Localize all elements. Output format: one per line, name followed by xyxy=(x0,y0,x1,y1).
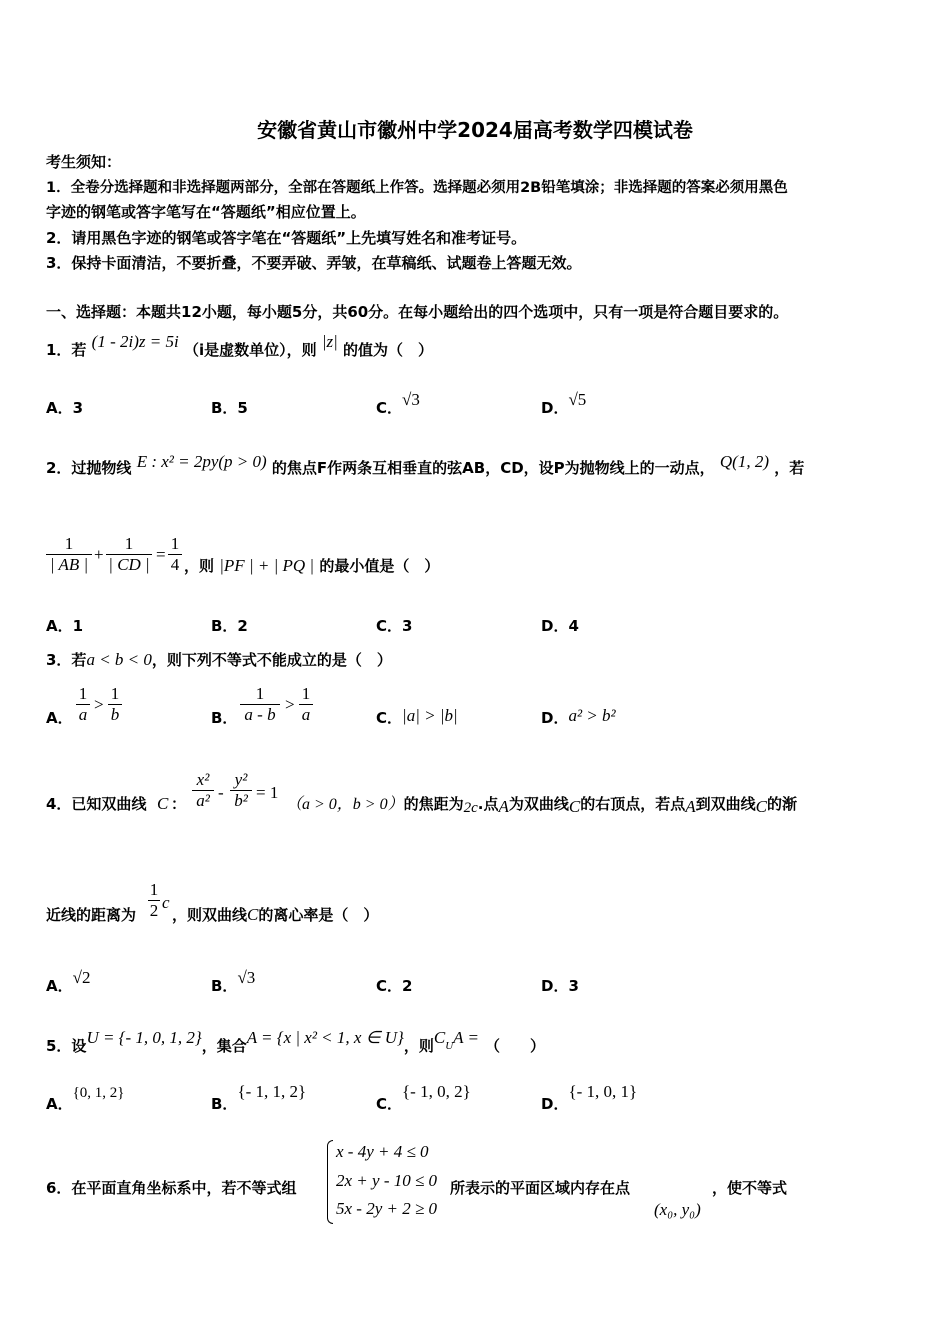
q4-focal-length: 2c xyxy=(463,800,478,816)
q5-option-a xyxy=(46,1085,125,1115)
q5-option-d xyxy=(541,1082,638,1114)
q3-option-b-gt: > xyxy=(285,695,295,714)
q4-line-2-prefix: 近线的距离为 xyxy=(46,906,137,924)
q4-text-3: 为双曲线 xyxy=(508,795,569,813)
q5-option-d-value: {- 1, 0, 1} xyxy=(568,1082,638,1101)
q2-parabola: E : x² = 2py(p > 0) xyxy=(136,452,267,471)
q5-mid-1: ，集合 xyxy=(201,1037,247,1055)
q5-option-c xyxy=(376,1082,471,1114)
q3-option-b-frac-2 xyxy=(299,684,313,725)
q4-frac-y xyxy=(230,770,252,811)
q1-option-c-value: √3 xyxy=(402,390,420,409)
q1-option-b: B．5 xyxy=(211,399,248,417)
q4-condition: （a > 0，b > 0） xyxy=(286,796,404,813)
q4-frac-x xyxy=(192,770,214,811)
section-heading: 一、选择题：本题共12小题，每小题5分，共60分。在每小题给出的四个选项中，只有一项是符合题目要求的。 xyxy=(46,303,789,321)
q3-option-a-frac-1 xyxy=(76,684,90,725)
q3-option-d xyxy=(541,708,616,728)
q2-question-line xyxy=(184,556,439,576)
q1-prefix: 1．若 xyxy=(46,341,87,359)
q3-prefix: 3．若 xyxy=(46,651,87,669)
question-5 xyxy=(46,1028,545,1058)
q5-complement-rest: A = xyxy=(453,1028,479,1047)
q2-text-1: 的焦点F作两条互相垂直的弦AB，CD，设P为抛物线上的一动点， xyxy=(271,459,715,477)
q2-prefix: 2．过抛物线 xyxy=(46,459,132,477)
q5-option-a-label: A． xyxy=(46,1095,73,1113)
q5-set-a: A = {x | x² < 1, x ∈ U} xyxy=(246,1028,404,1047)
q4-line-1 xyxy=(286,794,797,815)
q4-text-2: .点 xyxy=(477,795,499,813)
q3-option-a-frac-2-num: 1 xyxy=(110,684,120,703)
q4-a-1: A xyxy=(498,797,509,816)
q3-condition: a < b < 0 xyxy=(86,650,152,669)
q6-prefix: 6．在平面直角坐标系中，若不等式组 xyxy=(46,1179,297,1197)
q1-suffix: 的值为（ ） xyxy=(343,341,434,359)
q1-modulus: |z| xyxy=(321,332,338,351)
q6-inequality-1-text: x - 4y + 4 ≤ 0 xyxy=(336,1142,429,1161)
q4-option-b xyxy=(211,968,256,996)
q4-half-num: 1 xyxy=(149,880,159,899)
q4-half xyxy=(148,880,160,921)
q5-option-c-value: {- 1, 0, 2} xyxy=(402,1082,471,1101)
q3-option-a-frac-1-den: a xyxy=(78,705,88,724)
q6-point: (x₀, y₀) xyxy=(654,1200,701,1219)
q3-option-b-frac-1-num: 1 xyxy=(255,684,265,703)
q4-line-2-rest xyxy=(172,905,378,925)
q2-point-q: Q(1, 2) xyxy=(719,452,770,471)
q5-universal-set: U = {- 1, 0, 1, 2} xyxy=(86,1028,202,1047)
q4-equals-one: = 1 xyxy=(256,783,279,802)
question-2 xyxy=(46,452,805,478)
q2-expression: |PF | + | PQ | xyxy=(219,556,315,575)
question-3 xyxy=(46,650,392,670)
q4-option-a-value: √2 xyxy=(72,968,91,987)
q4-c-4: C xyxy=(247,905,259,924)
q3-option-c xyxy=(376,708,458,728)
q4-half-c: c xyxy=(162,893,170,912)
q1-option-c xyxy=(376,390,420,418)
notice-heading: 考生须知： xyxy=(46,153,122,171)
q4-option-b-label: B． xyxy=(211,977,238,995)
q5-option-b xyxy=(211,1082,307,1114)
q2-plus: + xyxy=(94,545,104,564)
q4-a-2: A xyxy=(685,797,696,816)
q1-option-d xyxy=(541,390,587,418)
q5-mid-2: ，则 xyxy=(403,1037,434,1055)
q2-fraction-cd-denominator: | CD | xyxy=(108,555,150,574)
q3-option-c-value: |a| > |b| xyxy=(402,706,458,725)
q3-option-a-label: A． xyxy=(46,709,73,727)
q2-option-d: D．4 xyxy=(541,617,579,635)
q1-option-c-label: C． xyxy=(376,399,403,417)
q2-fraction-ab xyxy=(46,534,92,575)
q6-inequality-3-text: 5x - 2y + 2 ≥ 0 xyxy=(336,1199,438,1218)
q2-option-c: C．3 xyxy=(376,617,413,635)
q4-line-2-mid: ，则双曲线 xyxy=(172,906,248,924)
q6-inequality-2 xyxy=(336,1171,437,1191)
q5-option-d-label: D． xyxy=(541,1095,569,1113)
q2-option-a: A．1 xyxy=(46,617,84,635)
q3-option-b-frac-2-num: 1 xyxy=(301,684,311,703)
q3-option-a-frac-1-num: 1 xyxy=(78,684,88,703)
q6-inequality-1 xyxy=(336,1142,429,1162)
q4-c-1: C xyxy=(157,794,169,813)
q2-fraction-quarter-denominator: 4 xyxy=(170,555,180,574)
q4-minus: - xyxy=(218,783,224,802)
q5-suffix: （ ） xyxy=(484,1037,545,1055)
q5-option-b-value: {- 1, 1, 2} xyxy=(237,1082,307,1101)
question-1 xyxy=(46,332,434,360)
q4-c-2: C xyxy=(568,797,581,816)
q2-fraction-ab-numerator: 1 xyxy=(64,534,74,553)
q4-colon: ： xyxy=(171,795,187,813)
q4-c-3: C xyxy=(755,797,768,816)
notice-item-1-line-1: 1．全卷分选择题和非选择题两部分，全部在答题纸上作答。选择题必须用2B铅笔填涂；非选择题的答案必须用黑色 xyxy=(46,180,788,196)
q1-option-a: A．3 xyxy=(46,399,84,417)
q5-option-b-label: B． xyxy=(211,1095,238,1113)
q4-text-1: 的焦距为 xyxy=(403,795,464,813)
q4-line-2-suffix: 的离心率是（ ） xyxy=(258,906,379,924)
q1-option-d-value: √5 xyxy=(568,390,587,409)
q3-option-c-label: C． xyxy=(376,709,403,727)
q2-fraction-quarter-numerator: 1 xyxy=(170,534,180,553)
q3-option-b-frac-2-den: a xyxy=(301,705,311,724)
q5-option-c-label: C． xyxy=(376,1095,403,1113)
q2-text-3: ，则 xyxy=(184,557,215,575)
q1-middle: （i是虚数单位），则 xyxy=(183,341,317,359)
q4-option-a xyxy=(46,968,91,996)
notice-item-1-line-2: 字迹的钢笔或答字笔写在“答题纸”相应位置上。 xyxy=(46,203,366,221)
q6-system-brace xyxy=(327,1140,333,1224)
q4-frac-x-num: x² xyxy=(196,770,210,789)
q3-option-b-frac-1-den: a - b xyxy=(244,705,276,724)
q4-option-a-label: A． xyxy=(46,977,73,995)
q5-option-a-value: {0, 1, 2} xyxy=(72,1085,125,1101)
q4-frac-y-num: y² xyxy=(234,770,248,789)
exam-title: 安徽省黄山市徽州中学2024届高考数学四模试卷 xyxy=(257,118,693,142)
q3-suffix: ，则下列不等式不能成立的是（ ） xyxy=(151,651,392,669)
q4-frac-x-den: a² xyxy=(196,791,210,810)
q4-text-5: 到双曲线 xyxy=(695,795,756,813)
q4-option-b-value: √3 xyxy=(237,968,256,987)
q6-suffix: ，使不等式 xyxy=(712,1179,788,1197)
q3-option-a-frac-2 xyxy=(108,684,122,725)
q2-fraction-cd-numerator: 1 xyxy=(124,534,134,553)
q3-option-d-value: a² > b² xyxy=(568,706,616,725)
q3-option-a-frac-2-den: b xyxy=(110,705,120,724)
q3-option-a-gt: > xyxy=(94,695,104,714)
notice-item-3: 3．保持卡面清洁，不要折叠，不要弄破、弄皱，在草稿纸、试题卷上答题无效。 xyxy=(46,254,582,272)
q4-half-den: 2 xyxy=(149,901,159,920)
q4-prefix: 4．已知双曲线 xyxy=(46,795,147,813)
q2-fraction-cd xyxy=(106,534,152,575)
q1-option-d-label: D． xyxy=(541,399,569,417)
q5-complement: C xyxy=(433,1028,446,1047)
q1-equation: (1 - 2i)z = 5i xyxy=(91,332,179,351)
q2-fraction-ab-denominator: | AB | xyxy=(49,555,89,574)
q2-option-b: B．2 xyxy=(211,617,248,635)
q2-text-4: 的最小值是（ ） xyxy=(319,557,440,575)
q3-option-b-frac-1 xyxy=(240,684,280,725)
q2-equals: = xyxy=(156,545,166,564)
q6-inequality-2-text: 2x + y - 10 ≤ 0 xyxy=(336,1171,438,1190)
q4-text-6: 的渐 xyxy=(767,795,798,813)
q4-text-4: 的右顶点，若点 xyxy=(580,795,686,813)
q4-frac-y-den: b² xyxy=(234,791,248,810)
q6-inequality-3 xyxy=(336,1199,437,1219)
q2-fraction-quarter xyxy=(168,534,182,575)
q4-option-c: C．2 xyxy=(376,977,413,995)
notice-item-2: 2．请用黑色字迹的钢笔或答字笔在“答题纸”上先填写姓名和准考证号。 xyxy=(46,229,527,247)
q2-text-2: ，若 xyxy=(774,459,805,477)
q6-mid: 所表示的平面区域内存在点 xyxy=(450,1179,631,1197)
q3-option-b-label: B． xyxy=(211,709,238,727)
q5-complement-subscript: U xyxy=(445,1040,454,1052)
q5-prefix: 5．设 xyxy=(46,1037,87,1055)
q4-option-d: D．3 xyxy=(541,977,579,995)
q3-option-d-label: D． xyxy=(541,709,569,727)
